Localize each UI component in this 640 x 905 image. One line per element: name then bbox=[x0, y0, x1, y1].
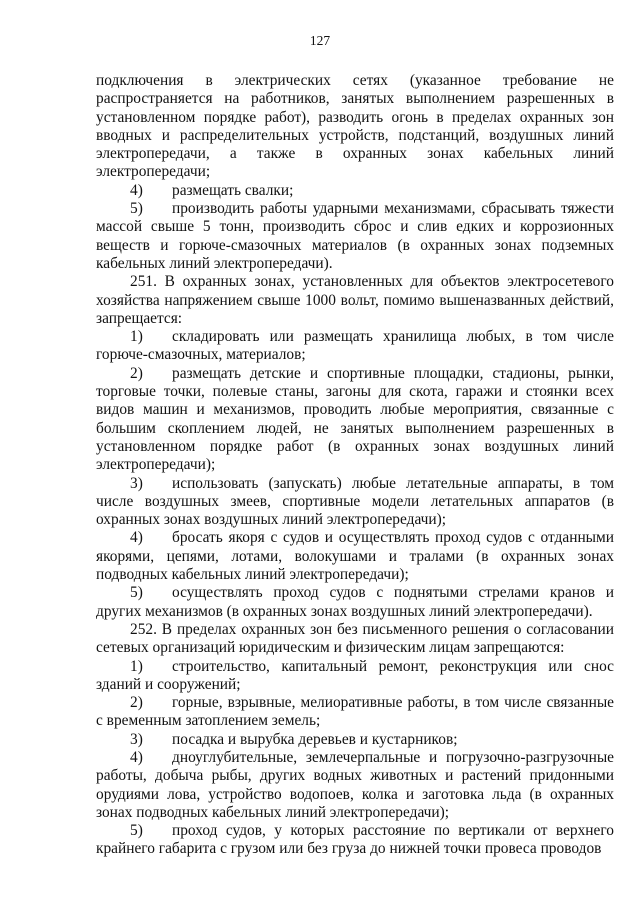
document-body bbox=[96, 72, 614, 859]
paragraph-251: 251. В охранных зонах, установленных для объектов электросетевого хозяйства напряжением свыше 1000 вольт, помимо вышеназванных действий, запрещается: bbox=[96, 273, 614, 327]
list-item-text: бросать якоря с судов и осуществлять проход судов с отданными якорями, цепями, лотами, волокушами и тралами (в охранных зонах подводных кабельных линий электропередачи); bbox=[96, 529, 614, 584]
list-number: 4) bbox=[130, 181, 143, 199]
list-item-text: строительство, капитальный ремонт, реконструкция или снос зданий и сооружений; bbox=[96, 657, 614, 693]
list-number: 2) bbox=[130, 694, 143, 712]
list-item-251-1 bbox=[96, 328, 614, 365]
list-number: 2) bbox=[130, 364, 143, 382]
list-item-252-1 bbox=[96, 658, 614, 695]
list-item-text: использовать (запускать) любые летательные аппараты, в том числе воздушных змеев, спортивные модели летательных аппаратов (в охранных зонах воздушных линий электропередачи); bbox=[96, 474, 614, 529]
list-item-text: производить работы ударными механизмами, сбрасывать тяжести массой свыше 5 тонн, производить сброс и слив едких и коррозионных веществ и горюче-смазочных материалов (в охранных зонах подземных кабельных линий электропередачи). bbox=[96, 200, 614, 272]
list-number: 4) bbox=[130, 529, 143, 547]
list-item-251-2 bbox=[96, 365, 614, 475]
list-item-251-5 bbox=[96, 584, 614, 621]
list-number: 5) bbox=[130, 822, 143, 840]
list-number: 1) bbox=[130, 328, 143, 346]
list-number: 5) bbox=[130, 584, 143, 602]
list-item-text: посадка и вырубка деревьев и кустарников; bbox=[172, 730, 458, 748]
paragraph-252: 252. В пределах охранных зон без письменного решения о согласовании сетевых организаций юридическим и физическим лицам запрещаются: bbox=[96, 620, 614, 657]
list-number: 4) bbox=[130, 748, 143, 766]
list-item-251-3 bbox=[96, 475, 614, 530]
list-item-text: дноуглубительные, землечерпальные и погрузочно-разгрузочные работы, добыча рыбы, других водных животных и растений придонными орудиями лова, устройство водопоев, колка и заготовка льда (в охранных зонах подводных кабельных линий электропередачи); bbox=[96, 748, 614, 821]
list-number: 5) bbox=[130, 200, 143, 218]
list-number: 1) bbox=[130, 657, 143, 675]
list-item-252-4 bbox=[96, 749, 614, 822]
list-item-text: размещать детские и спортивные площадки, стадионы, рынки, торговые точки, полевые станы, загоны для скота, гаражи и стоянки всех видов машин и механизмов, проводить любые мероприятия, связанные с большим скоплением людей, не занятых выполнением разрешенных в установленном порядке работ (в охранных зонах воздушных линий электропередачи); bbox=[96, 364, 614, 474]
list-item-text: размещать свалки; bbox=[172, 181, 294, 199]
list-item-252-5 bbox=[96, 822, 614, 859]
list-number: 3) bbox=[130, 730, 143, 748]
list-item-5 bbox=[96, 200, 614, 273]
list-item-252-3 bbox=[96, 731, 614, 749]
paragraph-continuation: подключения в электрических сетях (указанное требование не распространяется на работников, занятых выполнением разрешенных в установленном порядке работ), разводить огонь в пределах охранных зон вводных и распределительных устройств, подстанций, воздушных линий электропередачи, а также в охранных зонах кабельных линий электропередачи; bbox=[96, 72, 614, 181]
list-item-4 bbox=[96, 182, 614, 200]
list-item-text: проход судов, у которых расстояние по вертикали от верхнего крайнего габарита с грузом или без груза до нижней точки провеса проводов bbox=[96, 822, 614, 858]
list-item-text: осуществлять проход судов с поднятыми стрелами кранов и других механизмов (в охранных зонах воздушных линий электропередачи). bbox=[96, 584, 614, 620]
page-number: 127 bbox=[309, 33, 331, 48]
list-item-251-4 bbox=[96, 529, 614, 584]
list-item-text: складировать или размещать хранилища любых, в том числе горюче-смазочных, материалов; bbox=[96, 328, 614, 364]
list-item-252-2 bbox=[96, 694, 614, 731]
list-number: 3) bbox=[130, 474, 143, 492]
list-item-text: горные, взрывные, мелиоративные работы, в том числе связанные с временным затоплением земель; bbox=[96, 694, 614, 730]
